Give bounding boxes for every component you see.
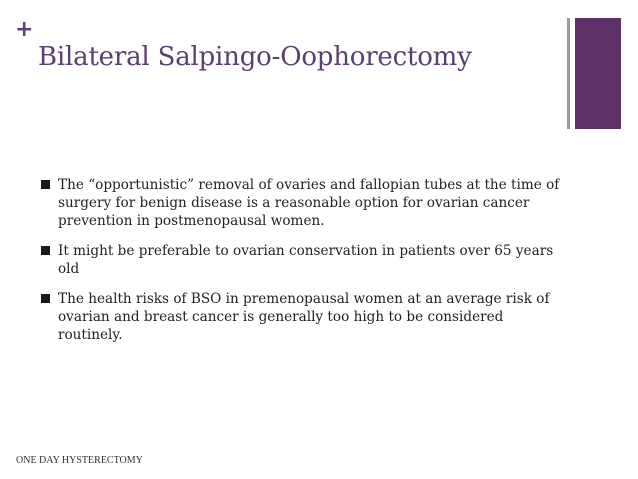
bullet-list xyxy=(40,176,560,356)
square-bullet-icon xyxy=(41,180,50,189)
bullet-item xyxy=(40,242,560,278)
bullet-text: It might be preferable to ovarian conservation in patients over 65 years old xyxy=(58,243,554,277)
bullet-item xyxy=(40,176,560,230)
bullet-text: The “opportunistic” removal of ovaries and fallopian tubes at the time of surgery for benign disease is a reasonable option for ovarian cancer prevention in postmenopausal women. xyxy=(58,177,560,229)
accent-bar-thin xyxy=(567,18,570,129)
plus-icon: + xyxy=(15,17,34,42)
bullet-item xyxy=(40,290,560,344)
slide-footer: ONE DAY HYSTERECTOMY xyxy=(16,455,143,466)
square-bullet-icon xyxy=(41,246,50,255)
accent-bar xyxy=(575,18,621,129)
square-bullet-icon xyxy=(41,294,50,303)
slide-title: Bilateral Salpingo-Oophorectomy xyxy=(38,42,472,72)
bullet-text: The health risks of BSO in premenopausal women at an average risk of ovarian and breast cancer is generally too high to be considered routinely. xyxy=(58,291,550,343)
